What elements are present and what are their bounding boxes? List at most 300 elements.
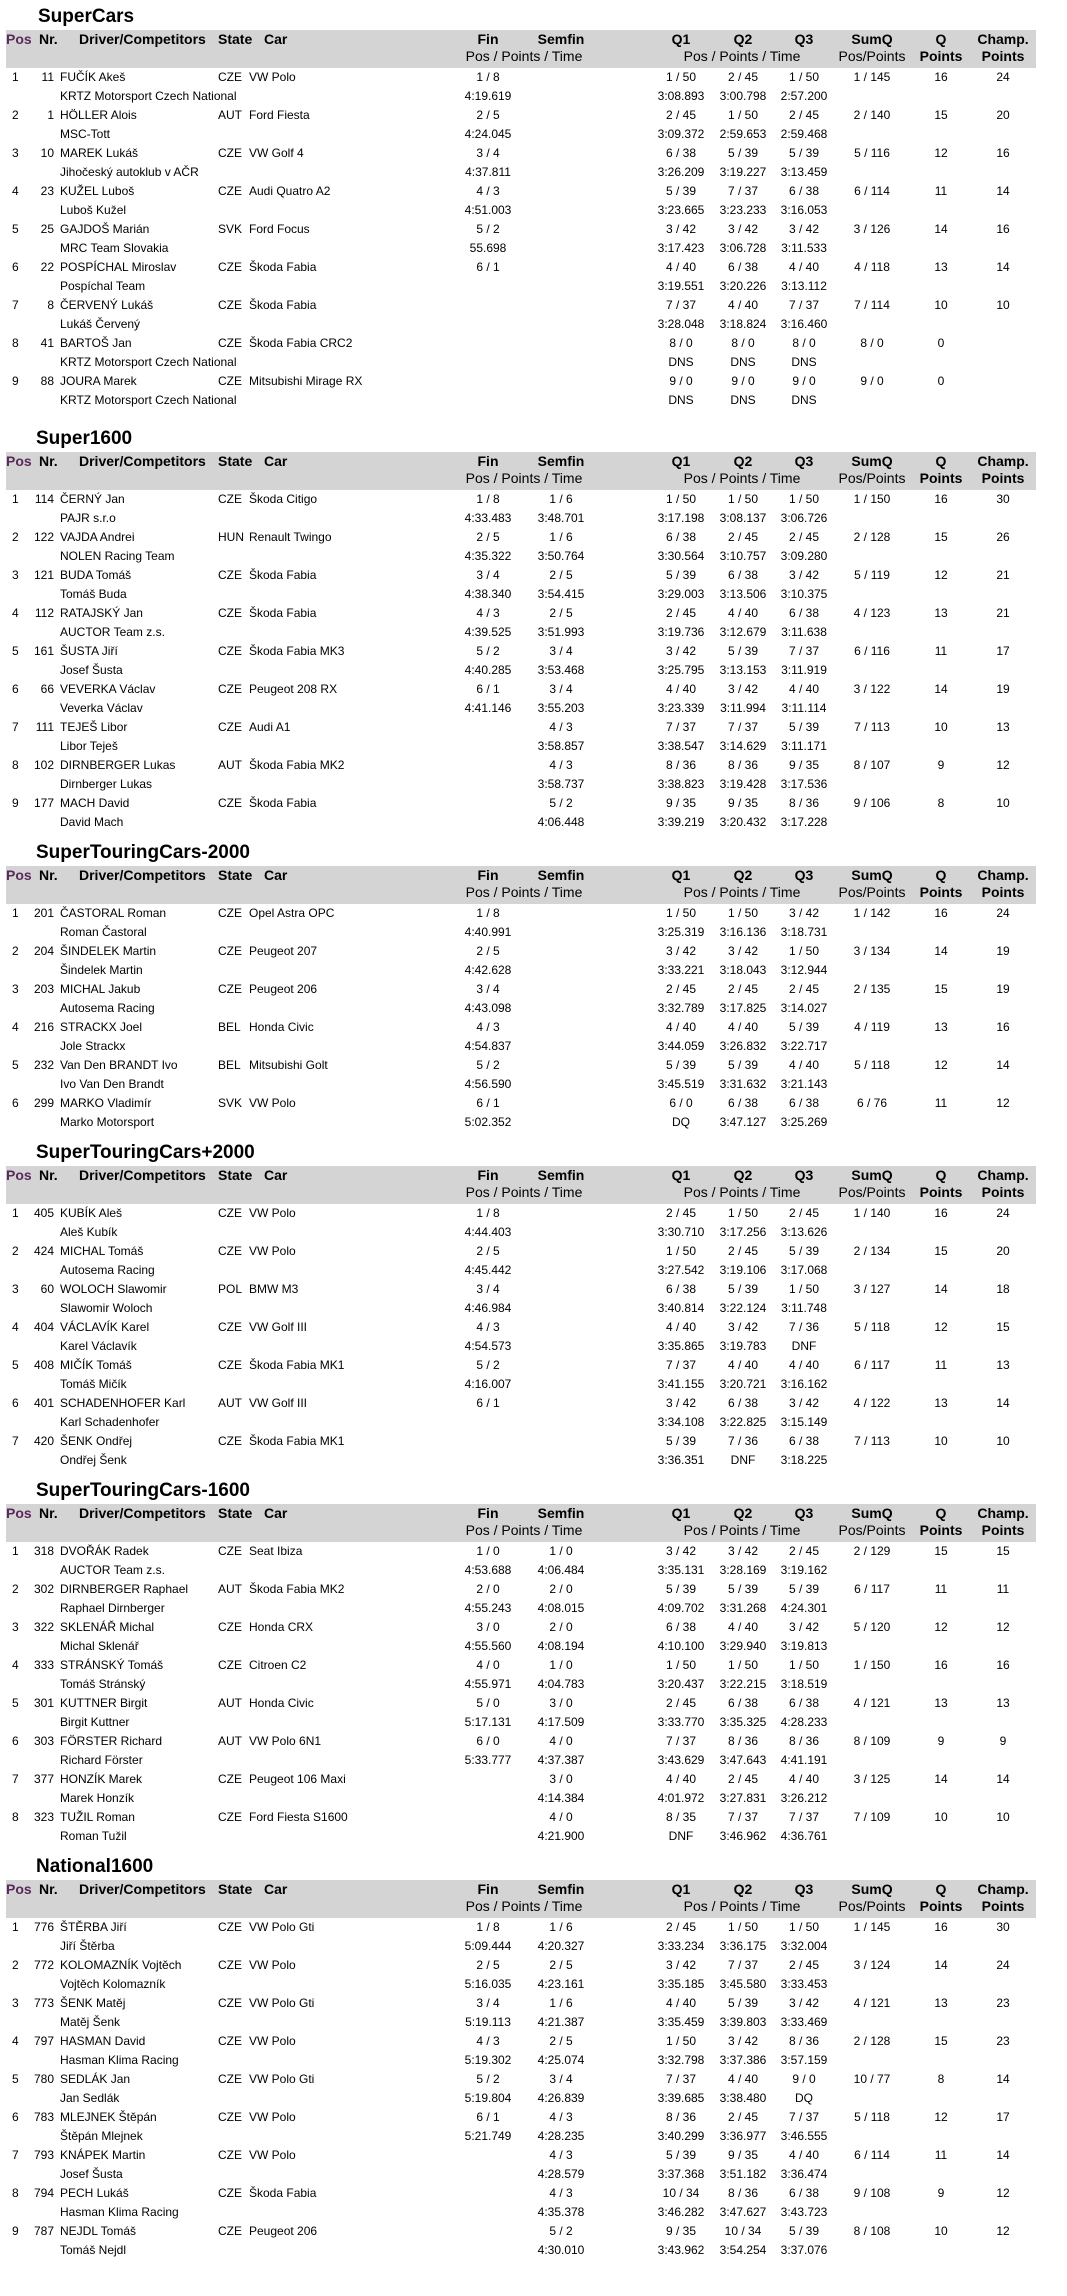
cell-q2: 8 / 36 <box>727 1734 759 1748</box>
cell-competitor: Richard Förster <box>60 1753 143 1767</box>
cell-state: CZE <box>218 1772 242 1786</box>
col-q-points: Q <box>935 453 947 469</box>
table-row <box>6 296 1036 315</box>
col-q1: Q1 <box>671 1167 691 1183</box>
cell-q2: 4 / 40 <box>727 1620 759 1634</box>
cell-q-points: 15 <box>934 1244 948 1258</box>
cell-q2: 3 / 42 <box>727 2034 759 2048</box>
cell-q-points: 10 <box>934 2224 948 2238</box>
cell-q2: 6 / 38 <box>727 568 759 582</box>
cell-fin: 3 / 4 <box>476 982 500 996</box>
col-driver: Driver/Competitors <box>79 31 206 47</box>
cell-q2: 7 / 37 <box>727 720 759 734</box>
cell-q1-time: 3:33.221 <box>657 963 705 977</box>
cell-fin: 3 / 0 <box>476 1620 500 1634</box>
cell-fin: 4 / 3 <box>476 2034 500 2048</box>
cell-q2-time: 3:35.325 <box>719 1715 767 1729</box>
cell-competitor: Karel Václavík <box>60 1339 137 1353</box>
cell-q1-time: 3:43.962 <box>657 2243 705 2257</box>
cell-q-points: 12 <box>934 1620 948 1634</box>
table-row-secondary <box>6 1375 1036 1394</box>
cell-q3-time: 3:15.149 <box>780 1415 828 1429</box>
cell-champ: 14 <box>996 1396 1010 1410</box>
cell-sumq: 3 / 134 <box>853 944 891 958</box>
cell-q-points: 13 <box>934 1020 948 1034</box>
cell-nr: 102 <box>33 758 54 772</box>
cell-car: Peugeot 207 <box>249 944 318 958</box>
table-row <box>6 1056 1036 1075</box>
cell-q3: 3 / 42 <box>788 1620 820 1634</box>
cell-state: CZE <box>218 906 242 920</box>
cell-sumq: 3 / 124 <box>853 1958 891 1972</box>
cell-q3: 4 / 40 <box>788 1058 820 1072</box>
cell-driver: POSPÍCHAL Miroslav <box>60 260 177 274</box>
cell-q3-time: 3:46.555 <box>780 2129 828 2143</box>
cell-q3: 5 / 39 <box>788 1582 820 1596</box>
cell-q2: 3 / 42 <box>727 682 759 696</box>
cell-competitor: Tomáš Buda <box>60 587 127 601</box>
cell-car: VW Polo <box>249 1206 296 1220</box>
cell-fin-time: 4:42.628 <box>464 963 512 977</box>
col-sumq: SumQ <box>851 1505 893 1521</box>
cell-q-points: 14 <box>934 682 948 696</box>
col-car: Car <box>264 453 288 469</box>
cell-driver: VÁCLAVÍK Karel <box>60 1320 150 1334</box>
cell-q-points: 11 <box>934 1358 948 1372</box>
cell-q3-time: 3:13.112 <box>781 279 827 293</box>
cell-q1: 4 / 40 <box>665 1020 697 1034</box>
cell-q3: 1 / 50 <box>788 1920 820 1934</box>
cell-q-points: 9 <box>937 1734 945 1748</box>
table-row-secondary <box>6 125 1036 144</box>
cell-q3-time: 3:09.280 <box>780 549 828 563</box>
cell-q3: 3 / 42 <box>788 568 820 582</box>
table-row <box>6 680 1036 699</box>
cell-driver: MAREK Lukáš <box>60 146 139 160</box>
cell-q3-time: 2:57.200 <box>780 89 828 103</box>
cell-semfin: 2 / 5 <box>549 1958 573 1972</box>
cell-q2-time: 3:47.127 <box>719 1115 767 1129</box>
cell-car: Škoda Fabia MK1 <box>249 1434 345 1448</box>
col-q1: Q1 <box>671 1505 691 1521</box>
cell-q3-time: DNF <box>791 1339 817 1353</box>
col-semfin: Semfin <box>537 1505 585 1521</box>
cell-fin-time: 4:51.003 <box>464 203 512 217</box>
table-row <box>6 980 1036 999</box>
cell-semfin: 3 / 4 <box>549 644 573 658</box>
col-champ-sub: Points <box>981 470 1025 486</box>
cell-fin: 3 / 4 <box>476 1996 500 2010</box>
table-row <box>6 1542 1036 1561</box>
cell-q3: 6 / 38 <box>788 2186 820 2200</box>
cell-fin-time: 4:55.243 <box>464 1601 512 1615</box>
col-champ-sub: Points <box>981 1184 1025 1200</box>
col-q-points: Q <box>935 1505 947 1521</box>
cell-q1-time: 4:09.702 <box>657 1601 705 1615</box>
cell-q2-time: DNS <box>730 355 756 369</box>
cell-car: Ford Fiesta S1600 <box>249 1810 348 1824</box>
cell-q2-time: 3:37.386 <box>719 2053 767 2067</box>
cell-state: CZE <box>218 298 242 312</box>
cell-nr: 794 <box>33 2186 54 2200</box>
cell-state: SVK <box>218 222 243 236</box>
cell-driver: FUČÍK Akeš <box>60 70 126 84</box>
table-row <box>6 1956 1036 1975</box>
table-row <box>6 372 1036 391</box>
cell-nr: 302 <box>33 1582 54 1596</box>
category-section <box>6 1478 1067 1854</box>
category-title: National1600 <box>36 1856 154 1877</box>
cell-q3: 5 / 39 <box>788 1244 820 1258</box>
cell-q2-time: 3:13.153 <box>719 663 767 677</box>
cell-q1-time: 3:41.155 <box>657 1377 705 1391</box>
cell-pos: 1 <box>12 1920 19 1934</box>
cell-champ: 24 <box>996 1206 1010 1220</box>
cell-competitor: MSC-Tott <box>60 127 111 141</box>
cell-state: CZE <box>218 644 242 658</box>
cell-driver: VEVERKA Václav <box>60 682 156 696</box>
cell-sumq: 5 / 119 <box>854 568 890 582</box>
col-q2: Q2 <box>733 1505 753 1521</box>
col-semfin: Semfin <box>537 1167 585 1183</box>
cell-pos: 2 <box>12 1582 19 1596</box>
cell-pos: 5 <box>12 1358 19 1372</box>
table-row <box>6 2222 1036 2241</box>
col-q-sub: Pos / Points / Time <box>683 48 801 64</box>
cell-car: Citroen C2 <box>249 1658 307 1672</box>
cell-q2-time: 3:20.226 <box>719 279 767 293</box>
cell-q3-time: 3:43.723 <box>780 2205 828 2219</box>
cell-fin-time: 4:46.984 <box>464 1301 512 1315</box>
cell-driver: MICHAL Tomáš <box>60 1244 144 1258</box>
cell-sumq: 7 / 109 <box>853 1810 891 1824</box>
cell-semfin: 5 / 2 <box>549 2224 573 2238</box>
cell-q3-time: DQ <box>795 2091 813 2105</box>
cell-state: CZE <box>218 1434 242 1448</box>
col-q-points-sub: Points <box>919 48 963 64</box>
cell-fin-time: 5:09.444 <box>464 1939 512 1953</box>
cell-fin: 2 / 5 <box>476 530 500 544</box>
cell-car: VW Polo <box>249 2148 296 2162</box>
table-row-secondary <box>6 1975 1036 1994</box>
cell-pos: 6 <box>12 682 19 696</box>
section-gap <box>6 1846 1067 1854</box>
section-gap <box>6 1132 1067 1140</box>
cell-driver: SCHADENHOFER Karl <box>60 1396 186 1410</box>
table-row-secondary <box>6 1937 1036 1956</box>
cell-semfin-time: 4:37.387 <box>537 1753 585 1767</box>
cell-q3: 6 / 38 <box>788 606 820 620</box>
cell-q3: 4 / 40 <box>788 682 820 696</box>
cell-fin-time: 4:45.442 <box>464 1263 512 1277</box>
cell-semfin: 2 / 0 <box>549 1620 573 1634</box>
col-sumq-sub: Pos/Points <box>838 48 906 64</box>
cell-champ: 9 <box>999 1734 1007 1748</box>
table-row <box>6 604 1036 623</box>
cell-q3-time: 3:10.375 <box>780 587 828 601</box>
cell-q1-time: DNS <box>668 393 694 407</box>
cell-q1-time: 3:25.319 <box>657 925 705 939</box>
cell-q3: 7 / 37 <box>788 298 820 312</box>
cell-competitor: Pospíchal Team <box>60 279 146 293</box>
cell-q1: 7 / 37 <box>665 298 697 312</box>
cell-q2-time: 3:12.679 <box>719 625 767 639</box>
cell-state: CZE <box>218 1658 242 1672</box>
cell-q3: 5 / 39 <box>788 1020 820 1034</box>
cell-sumq: 9 / 106 <box>853 796 891 810</box>
cell-semfin: 4 / 3 <box>549 2186 573 2200</box>
cell-q3-time: 3:13.626 <box>780 1225 828 1239</box>
cell-driver: RATAJSKÝ Jan <box>60 606 143 620</box>
table-row-secondary <box>6 699 1036 718</box>
cell-q3-time: 3:14.027 <box>780 1001 828 1015</box>
cell-driver: KOLOMAZNÍK Vojtěch <box>60 1958 182 1972</box>
cell-competitor: Libor Teješ <box>60 739 118 753</box>
cell-q3: 9 / 0 <box>792 374 816 388</box>
cell-q3-time: 3:18.225 <box>780 1453 828 1467</box>
cell-q3: 8 / 36 <box>788 2034 820 2048</box>
cell-driver: KUŽEL Luboš <box>60 184 135 198</box>
cell-state: CZE <box>218 944 242 958</box>
cell-driver: SKLENÁŘ Michal <box>60 1620 155 1634</box>
cell-state: AUT <box>218 1696 242 1710</box>
col-q3: Q3 <box>794 1881 814 1897</box>
cell-semfin-time: 3:50.764 <box>537 549 585 563</box>
cell-q-points: 13 <box>934 1696 948 1710</box>
cell-competitor: Roman Častoral <box>60 925 147 939</box>
cell-champ: 21 <box>996 568 1010 582</box>
cell-q3: 7 / 37 <box>788 644 820 658</box>
cell-q2-time: 3:51.182 <box>719 2167 767 2181</box>
category-section <box>6 4 1067 426</box>
table-row <box>6 1356 1036 1375</box>
table-row-secondary <box>6 353 1036 372</box>
cell-q1: 7 / 37 <box>665 720 697 734</box>
cell-state: CZE <box>218 70 242 84</box>
cell-fin-time: 5:19.113 <box>465 2015 511 2029</box>
cell-sumq: 2 / 135 <box>853 982 891 996</box>
cell-semfin: 1 / 0 <box>549 1658 573 1672</box>
cell-sumq: 10 / 77 <box>853 2072 891 2086</box>
cell-nr: 8 <box>47 298 54 312</box>
cell-champ: 23 <box>996 2034 1010 2048</box>
cell-q3-time: 2:59.468 <box>780 127 828 141</box>
cell-q3: 5 / 39 <box>788 146 820 160</box>
cell-q1: 6 / 38 <box>665 1282 697 1296</box>
col-driver: Driver/Competitors <box>79 1505 206 1521</box>
cell-q3: 3 / 42 <box>788 1996 820 2010</box>
cell-q2: 4 / 40 <box>727 298 759 312</box>
cell-semfin-time: 4:04.783 <box>537 1677 585 1691</box>
cell-q1: 4 / 40 <box>665 1772 697 1786</box>
cell-fin: 4 / 0 <box>476 1658 500 1672</box>
table-row-secondary <box>6 1261 1036 1280</box>
table-row-secondary <box>6 2203 1036 2222</box>
cell-car: VW Polo <box>249 2034 296 2048</box>
col-pos: Pos <box>6 1881 32 1897</box>
cell-competitor: Luboš Kužel <box>60 203 127 217</box>
col-semfin: Semfin <box>537 867 585 883</box>
cell-nr: 1 <box>47 108 54 122</box>
table-row-secondary <box>6 1337 1036 1356</box>
cell-champ: 14 <box>996 184 1010 198</box>
cell-q1-time: 3:39.685 <box>657 2091 705 2105</box>
cell-state: CZE <box>218 374 242 388</box>
cell-q1: 6 / 38 <box>665 1620 697 1634</box>
cell-q-points: 12 <box>934 2110 948 2124</box>
cell-q1-time: 3:30.710 <box>657 1225 705 1239</box>
cell-state: CZE <box>218 1244 242 1258</box>
cell-fin: 4 / 3 <box>476 606 500 620</box>
cell-champ: 12 <box>996 2224 1010 2238</box>
cell-sumq: 1 / 142 <box>853 906 891 920</box>
cell-champ: 20 <box>996 108 1010 122</box>
cell-semfin-time: 3:54.415 <box>537 587 585 601</box>
cell-sumq: 1 / 145 <box>853 1920 891 1934</box>
cell-pos: 8 <box>12 1810 19 1824</box>
table-row-secondary <box>6 277 1036 296</box>
col-state: State <box>218 1505 253 1521</box>
table-row-secondary <box>6 1413 1036 1432</box>
cell-competitor: Aleš Kubík <box>60 1225 118 1239</box>
cell-q2: 5 / 39 <box>727 1582 759 1596</box>
cell-semfin-time: 4:35.378 <box>537 2205 585 2219</box>
cell-driver: JOURA Marek <box>60 374 137 388</box>
table-row <box>6 490 1036 509</box>
cell-q1-time: 3:33.234 <box>657 1939 705 1953</box>
cell-q1: 8 / 36 <box>665 758 697 772</box>
cell-champ: 12 <box>996 758 1010 772</box>
col-champ-sub: Points <box>981 884 1025 900</box>
cell-q1: 1 / 50 <box>665 906 697 920</box>
col-sumq: SumQ <box>851 1881 893 1897</box>
cell-q1: 2 / 45 <box>665 606 697 620</box>
col-q3: Q3 <box>794 1167 814 1183</box>
col-q1: Q1 <box>671 31 691 47</box>
cell-q2-time: 3:36.977 <box>719 2129 767 2143</box>
cell-fin: 6 / 1 <box>476 682 500 696</box>
cell-q-points: 14 <box>934 1772 948 1786</box>
col-q1: Q1 <box>671 453 691 469</box>
table-row <box>6 258 1036 277</box>
cell-q1: 2 / 45 <box>665 1920 697 1934</box>
col-sumq-sub: Pos/Points <box>838 1184 906 1200</box>
cell-sumq: 4 / 119 <box>854 1020 890 1034</box>
cell-q1: 5 / 39 <box>665 1582 697 1596</box>
cell-sumq: 4 / 123 <box>853 606 891 620</box>
cell-champ: 17 <box>996 644 1010 658</box>
table-row <box>6 1580 1036 1599</box>
cell-fin-time: 4:54.573 <box>464 1339 512 1353</box>
table-row-secondary <box>6 2051 1036 2070</box>
cell-sumq: 5 / 116 <box>854 146 890 160</box>
table-row <box>6 220 1036 239</box>
cell-state: CZE <box>218 1810 242 1824</box>
cell-q3-time: 3:26.212 <box>780 1791 828 1805</box>
cell-q3: 1 / 50 <box>788 944 820 958</box>
col-fin: Fin <box>477 867 499 883</box>
table-row <box>6 528 1036 547</box>
cell-competitor: PAJR s.r.o <box>60 511 116 525</box>
cell-driver: FÖRSTER Richard <box>60 1734 163 1748</box>
cell-q3: 4 / 40 <box>788 1772 820 1786</box>
col-champ: Champ. <box>977 453 1029 469</box>
cell-q1: 6 / 38 <box>665 146 697 160</box>
cell-q3-time: 3:36.474 <box>780 2167 828 2181</box>
cell-q2-time: 3:38.480 <box>719 2091 767 2105</box>
cell-car: Opel Astra OPC <box>249 906 335 920</box>
cell-nr: 303 <box>33 1734 54 1748</box>
cell-semfin: 4 / 3 <box>549 720 573 734</box>
cell-nr: 773 <box>33 1996 54 2010</box>
cell-competitor: Jan Sedlák <box>60 2091 120 2105</box>
cell-nr: 10 <box>40 146 54 160</box>
cell-competitor: Karl Schadenhofer <box>60 1415 160 1429</box>
cell-q1: 3 / 42 <box>665 222 697 236</box>
cell-state: BEL <box>218 1020 241 1034</box>
cell-q2: 9 / 35 <box>727 2148 759 2162</box>
cell-sumq: 2 / 129 <box>853 1544 891 1558</box>
cell-q3-time: 3:16.460 <box>780 317 828 331</box>
table-row-secondary <box>6 585 1036 604</box>
cell-q2-time: DNF <box>730 1453 756 1467</box>
category-section <box>6 426 1067 840</box>
table-row-secondary <box>6 2089 1036 2108</box>
cell-sumq: 4 / 121 <box>853 1996 891 2010</box>
cell-q1-time: 3:43.629 <box>657 1753 705 1767</box>
cell-nr: 301 <box>33 1696 54 1710</box>
cell-q-points: 13 <box>934 606 948 620</box>
cell-fin-time: 4:16.007 <box>464 1377 512 1391</box>
cell-champ: 24 <box>996 1958 1010 1972</box>
cell-semfin: 1 / 6 <box>549 1920 573 1934</box>
cell-q1-time: DQ <box>672 1115 690 1129</box>
cell-q2: 2 / 45 <box>727 530 759 544</box>
table-header <box>6 1166 1036 1204</box>
cell-fin: 5 / 2 <box>476 2072 500 2086</box>
table-row <box>6 1808 1036 1827</box>
cell-q2-time: 3:20.432 <box>719 815 767 829</box>
cell-car: VW Golf III <box>249 1396 308 1410</box>
category-section <box>6 1854 1067 2268</box>
cell-q3-time: 3:25.269 <box>780 1115 828 1129</box>
cell-sumq: 3 / 125 <box>853 1772 891 1786</box>
col-state: State <box>218 1167 253 1183</box>
cell-q2-time: 3:47.643 <box>719 1753 767 1767</box>
cell-car: Škoda Fabia MK2 <box>249 758 345 772</box>
cell-pos: 5 <box>12 644 19 658</box>
cell-fin: 5 / 2 <box>476 644 500 658</box>
table-row <box>6 1204 1036 1223</box>
cell-q1: 8 / 0 <box>669 336 693 350</box>
cell-q1-time: 4:01.972 <box>657 1791 705 1805</box>
table-header <box>6 452 1036 490</box>
cell-semfin-time: 4:14.384 <box>537 1791 585 1805</box>
table-row-secondary <box>6 1789 1036 1808</box>
cell-nr: 161 <box>33 644 54 658</box>
cell-semfin: 4 / 3 <box>549 758 573 772</box>
cell-q2-time: 3:11.994 <box>720 701 766 715</box>
cell-q3-time: 3:19.813 <box>780 1639 828 1653</box>
col-q2: Q2 <box>733 453 753 469</box>
cell-q1: 7 / 37 <box>665 1734 697 1748</box>
cell-q1-time: 3:46.282 <box>657 2205 705 2219</box>
cell-q2: 5 / 39 <box>727 644 759 658</box>
col-pos: Pos <box>6 1167 32 1183</box>
cell-car: Audi Quatro A2 <box>249 184 331 198</box>
cell-competitor: Vojtěch Kolomazník <box>60 1977 166 1991</box>
cell-sumq: 5 / 118 <box>854 1320 890 1334</box>
